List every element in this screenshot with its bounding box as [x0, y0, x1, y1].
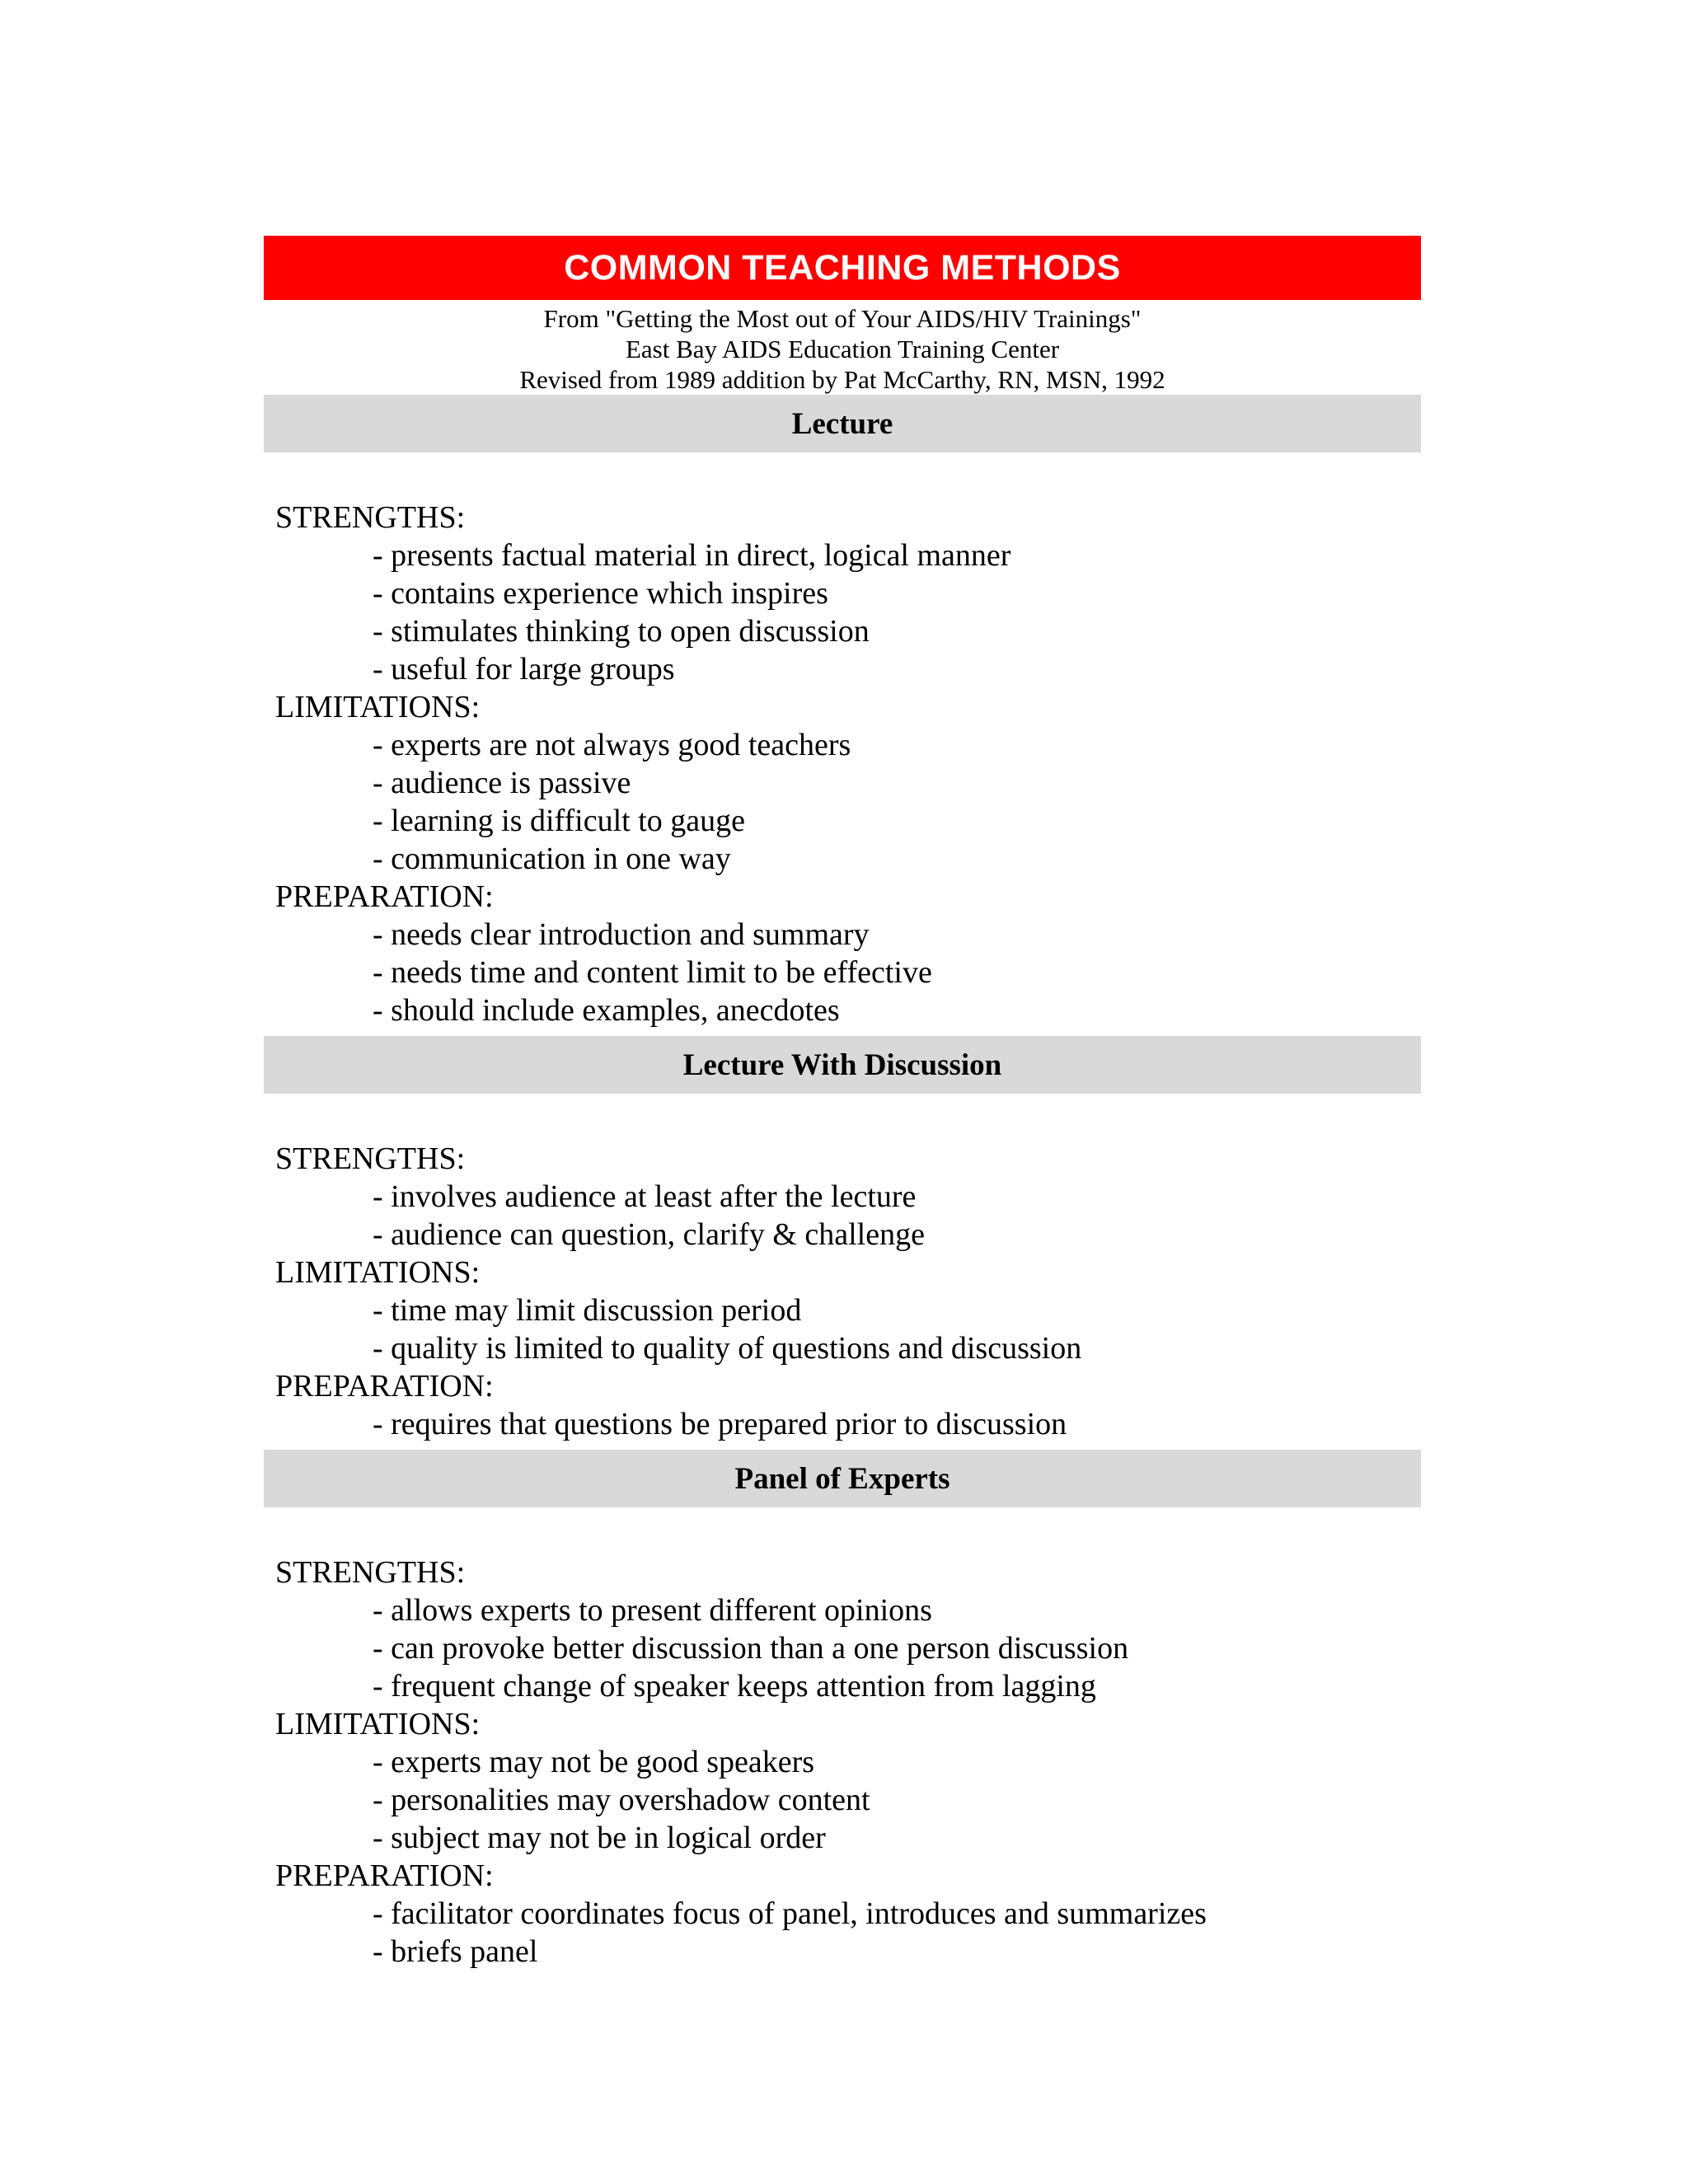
section-header-lecture	[264, 395, 1421, 452]
section-title: Panel of Experts	[734, 1461, 950, 1496]
section-header-panel-of-experts	[264, 1450, 1421, 1507]
list-item: - should include examples, anecdotes	[373, 993, 840, 1028]
list-item: - frequent change of speaker keeps attention from lagging	[373, 1669, 1096, 1704]
preparation-label: PREPARATION:	[275, 1369, 494, 1404]
list-item: - requires that questions be prepared prior to discussion	[373, 1407, 1067, 1441]
list-item: - communication in one way	[373, 841, 731, 876]
section-body-lecture	[264, 452, 1421, 1036]
list-item: - personalities may overshadow content	[373, 1783, 870, 1817]
list-item: - audience can question, clarify & challenge	[373, 1217, 925, 1252]
section-title: Lecture	[791, 406, 893, 441]
section-header-lecture-with-discussion	[264, 1036, 1421, 1094]
list-item: - needs time and content limit to be effective	[373, 955, 932, 990]
limitations-label: LIMITATIONS:	[275, 1255, 481, 1290]
list-item: - subject may not be in logical order	[373, 1821, 826, 1855]
strengths-label: STRENGTHS:	[275, 500, 466, 535]
limitations-label: LIMITATIONS:	[275, 690, 481, 724]
strengths-label: STRENGTHS:	[275, 1141, 466, 1176]
list-item: - quality is limited to quality of questions and discussion	[373, 1331, 1082, 1366]
source-line: East Bay AIDS Education Training Center	[625, 335, 1060, 363]
list-item: - learning is difficult to gauge	[373, 804, 746, 838]
list-item: - allows experts to present different opinions	[373, 1593, 932, 1628]
list-item: - audience is passive	[373, 766, 631, 800]
list-item: - facilitator coordinates focus of panel, introduces and summarizes	[373, 1896, 1207, 1931]
preparation-label: PREPARATION:	[275, 1858, 494, 1893]
list-item: - experts are not always good teachers	[373, 728, 851, 762]
section-body-lecture-with-discussion	[264, 1094, 1421, 1450]
list-item: - useful for large groups	[373, 652, 675, 687]
strengths-label: STRENGTHS:	[275, 1555, 466, 1590]
section-body-panel-of-experts	[264, 1507, 1421, 1977]
list-item: - needs clear introduction and summary	[373, 917, 870, 952]
list-item: - stimulates thinking to open discussion	[373, 614, 870, 649]
title-banner	[264, 236, 1421, 300]
source-line: From "Getting the Most out of Your AIDS/HIV Trainings"	[543, 304, 1142, 333]
list-item: - time may limit discussion period	[373, 1293, 802, 1328]
limitations-label: LIMITATIONS:	[275, 1707, 481, 1741]
document	[264, 236, 1421, 1977]
document-title: COMMON TEACHING METHODS	[564, 247, 1121, 288]
preparation-label: PREPARATION:	[275, 879, 494, 914]
list-item: - contains experience which inspires	[373, 576, 828, 611]
source-line: Revised from 1989 addition by Pat McCarthy, RN, MSN, 1992	[519, 365, 1165, 394]
list-item: - experts may not be good speakers	[373, 1745, 815, 1779]
list-item: - briefs panel	[373, 1934, 538, 1969]
section-title: Lecture With Discussion	[682, 1047, 1002, 1082]
list-item: - presents factual material in direct, logical manner	[373, 538, 1011, 573]
source-attribution	[264, 303, 1421, 395]
list-item: - can provoke better discussion than a one person discussion	[373, 1631, 1129, 1666]
list-item: - involves audience at least after the lecture	[373, 1179, 917, 1214]
